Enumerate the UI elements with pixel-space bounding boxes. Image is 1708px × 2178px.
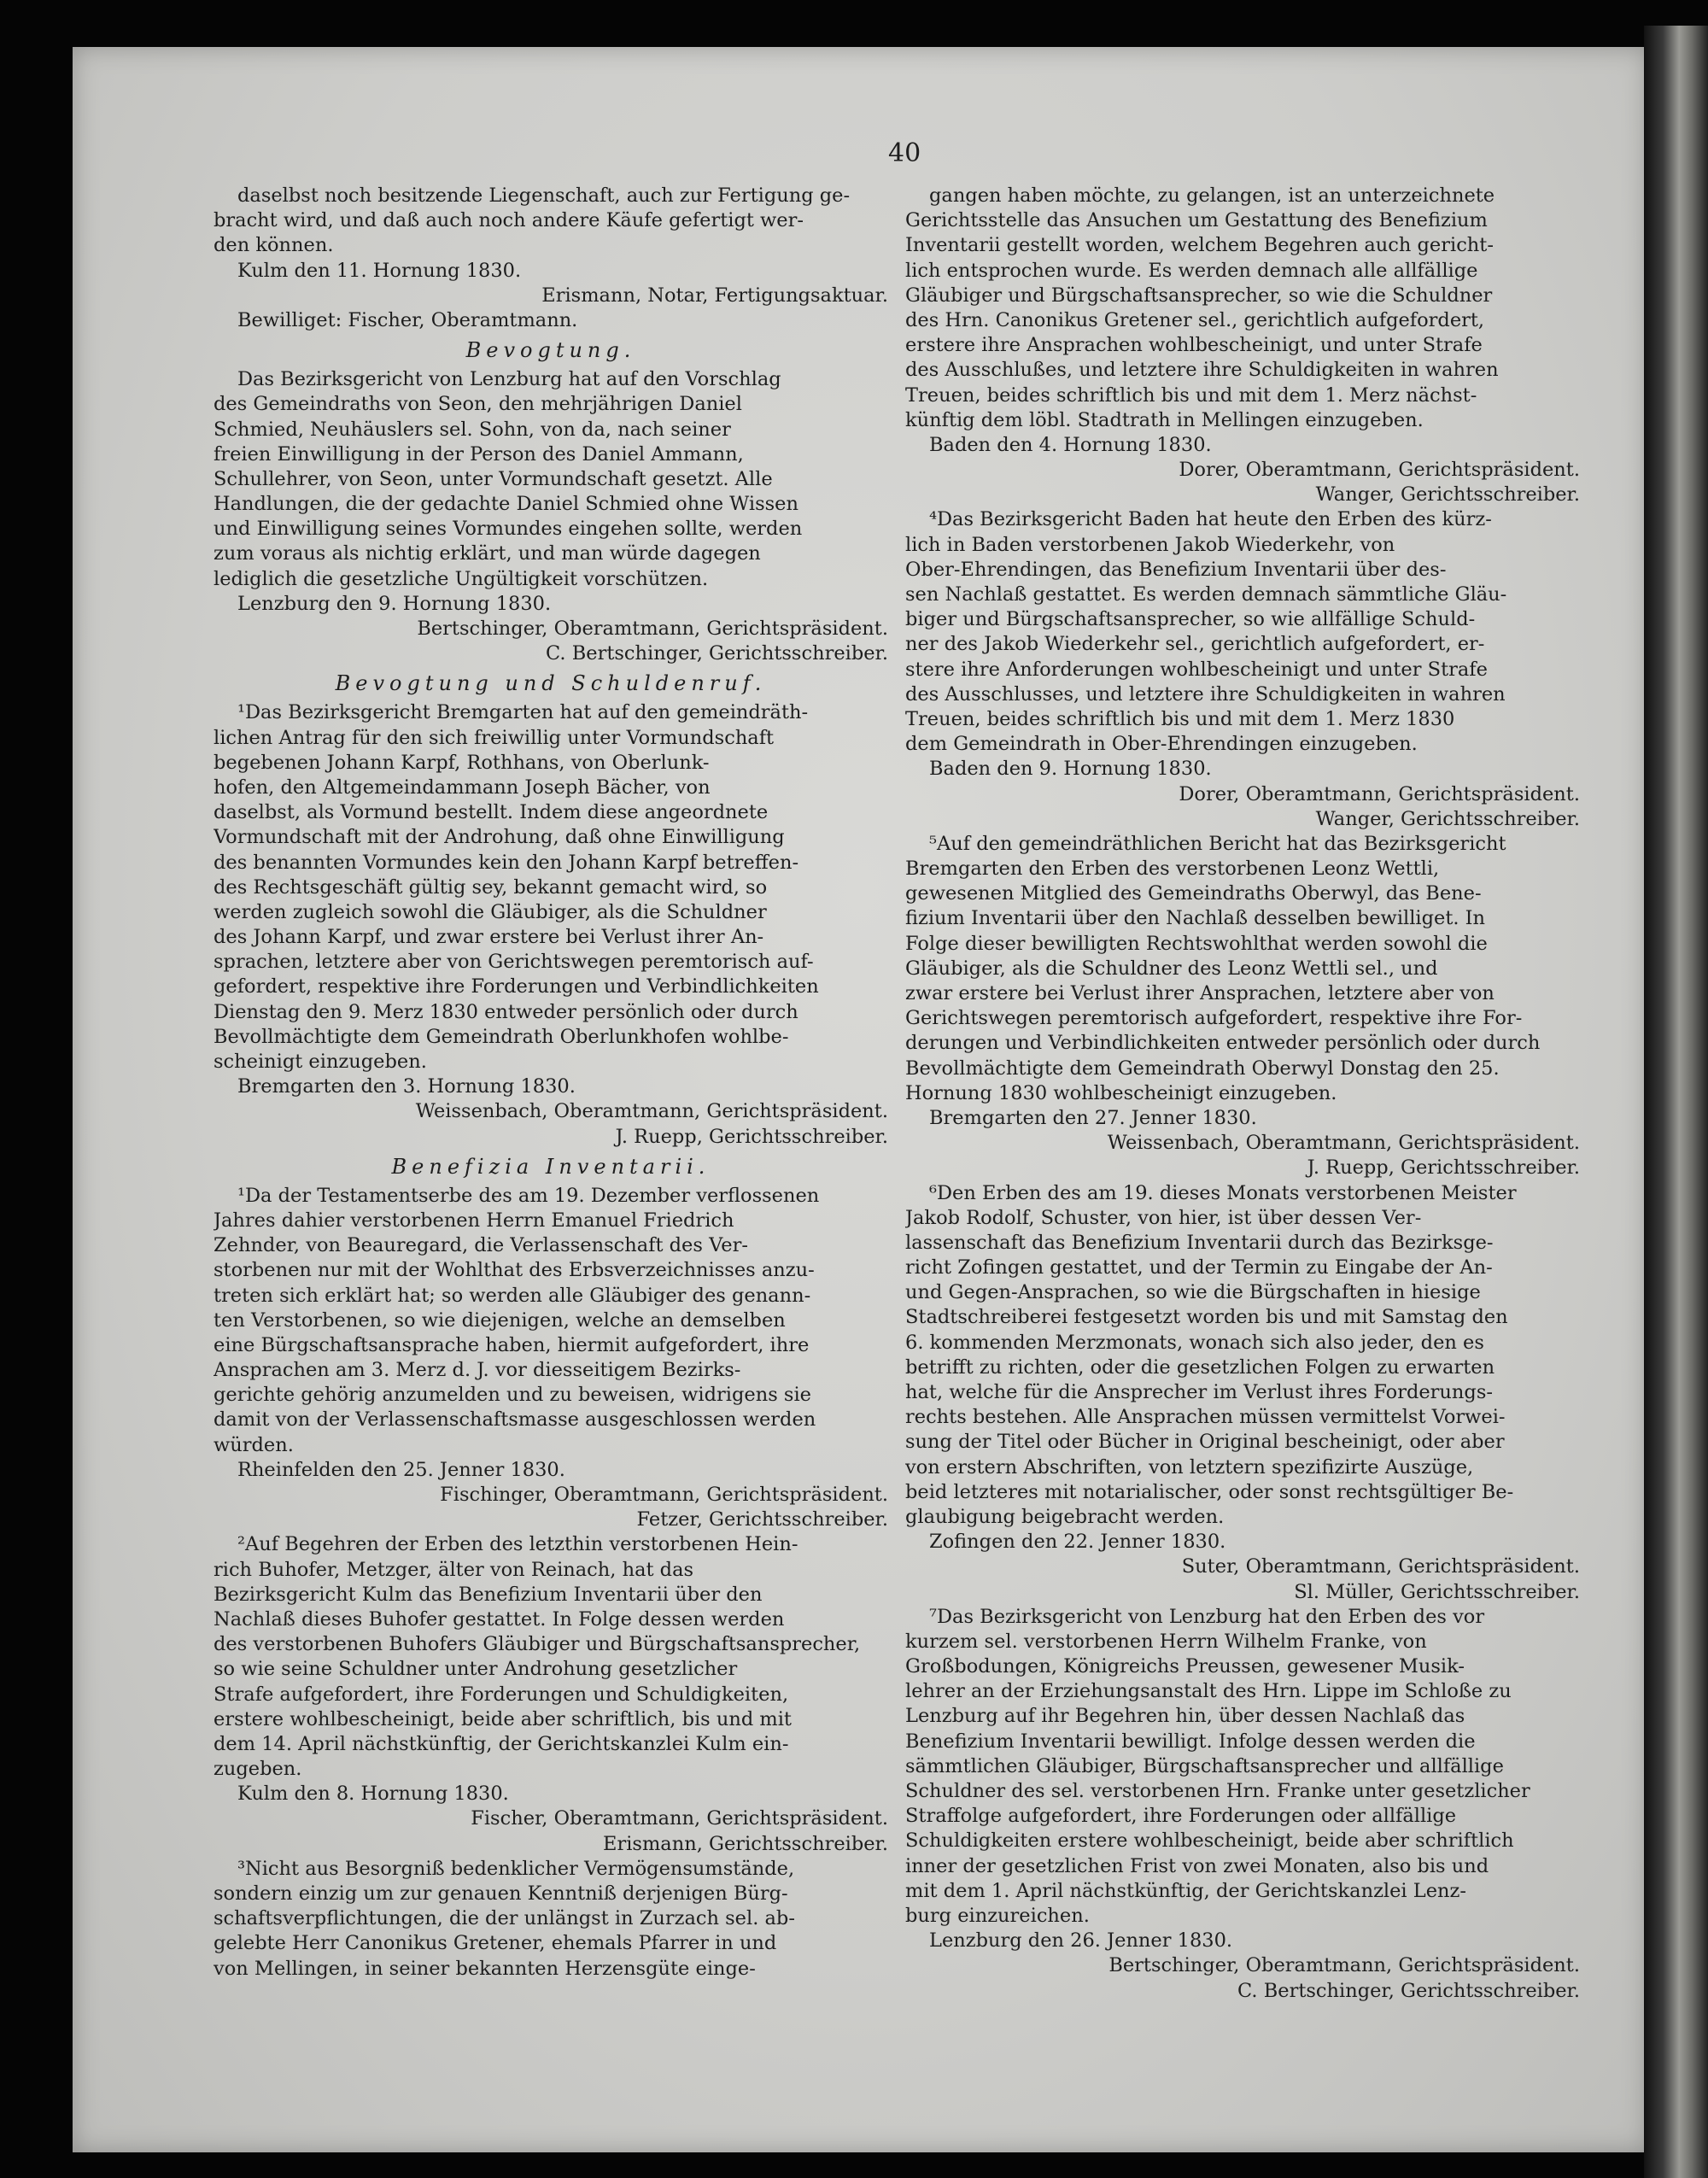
signature-line [905,1953,1580,1978]
dateline-text: Baden den 9. Hornung 1830. [929,758,1212,781]
dateline [214,259,888,284]
signature-text: Bertschinger, Oberamtmann, Gerichtspräsident. [417,618,888,640]
dateline [214,592,888,617]
text-line: ⁶Den Erben des am 19. dieses Monats verstorbenen Meister [929,1181,1517,1204]
text-line: sung der Titel oder Bücher in Original bescheinigt, oder aber [905,1431,1505,1454]
signature-line [905,807,1580,832]
signature-text: C. Bertschinger, Gerichtsschreiber. [1237,1979,1580,2002]
signature-text: J. Ruepp, Gerichtsschreiber. [615,1125,888,1148]
signature-line [905,1131,1580,1156]
dateline-text: Baden den 4. Hornung 1830. [929,433,1212,456]
text-line: Gläubiger und Bürgschaftsansprecher, so wie die Schuldner [905,284,1493,307]
text-line: Folge dieser bewilligten Rechtswohlthat werden sowohl die [905,932,1488,955]
text-line: des verstorbenen Buhofers Gläubiger und Bürgschaftsansprecher, [214,1633,861,1656]
page-number: 40 [888,138,921,168]
text-line: Nachlaß dieses Buhofer gestattet. In Folge dessen werden [214,1607,785,1631]
text-line: Jahres dahier verstorbenen Herrn Emanuel Friedrich [214,1209,734,1232]
text-line: mit dem 1. April nächstkünftig, der Gerichtskanzlei Lenz- [905,1879,1466,1902]
text-line: Großbodungen, Königreichs Preussen, gewesener Musik- [905,1655,1465,1678]
signature-text: Fischer, Oberamtmann, Gerichtspräsident. [471,1807,888,1830]
signature-line [214,1508,888,1532]
text-line: so wie seine Schuldner unter Androhung gesetzlicher [214,1658,738,1681]
dateline-text: Bremgarten den 27. Jenner 1830. [929,1106,1257,1129]
text-line: hofen, den Altgemeindammann Joseph Bächer, von [214,776,711,799]
text-line: sprachen, letztere aber von Gerichtswegen peremtorisch auf- [214,951,814,974]
text-line: Benefizium Inventarii bewilligt. Infolge dessen werden die [905,1730,1476,1753]
text-line: werden zugleich sowohl die Gläubiger, als die Schuldner [214,900,767,923]
text-line: Ober-Ehrendingen, das Benefizium Inventarii über des- [905,558,1447,581]
text-line: burg einzureichen. [905,1904,1090,1927]
notice-paragraph [214,700,888,1074]
text-line: ner des Jakob Wiederkehr sel., gerichtlich aufgefordert, er- [905,633,1485,656]
text-line: scheinigt einzugeben. [214,1051,427,1073]
text-line: gelebte Herr Canonikus Gretener, ehemals Pfarrer in und [214,1932,777,1955]
signature-line [214,1806,888,1831]
signature-text: Wanger, Gerichtsschreiber. [1315,483,1580,506]
text-line: eine Bürgschaftsansprache haben, hiermit aufgefordert, ihre [214,1333,810,1356]
text-line: Strafe aufgefordert, ihre Forderungen und Schuldigkeiten, [214,1683,789,1706]
signature-line [905,1554,1580,1579]
text-line: Bevollmächtigte dem Gemeindrath Oberwyl Donstag den 25. [905,1057,1500,1080]
text-line: des Gemeindraths von Seon, den mehrjährigen Daniel [214,393,742,416]
text-line: ten Verstorbenen, so wie diejenigen, welche an demselben [214,1309,786,1332]
section-heading-block [214,666,888,700]
text-line: und Gegen-Ansprachen, so wie die Bürgschaften in hiesige [905,1281,1481,1304]
text-line: des Rechtsgeschäft gültig sey, bekannt gemacht wird, so [214,875,768,899]
text-line: schaftsverpflichtungen, die der unlängst in Zurzach sel. ab- [214,1907,795,1930]
text-line: erstere ihre Ansprachen wohlbescheinigt, und unter Strafe [905,334,1483,357]
text-line: hat, welche für die Ansprecher im Verlust ihres Forderungs- [905,1381,1493,1403]
text-line: ²Auf Begehren der Erben des letzthin verstorbenen Hein- [237,1533,798,1556]
text-line: gerichte gehörig anzumelden und zu beweisen, widrigens sie [214,1384,811,1407]
text-line: sämmtlichen Gläubiger, Bürgschaftsansprecher und allfällige [905,1754,1504,1777]
dateline-text: Zofingen den 22. Jenner 1830. [929,1531,1226,1554]
signature-line [214,641,888,666]
text-line: Treuen, beides schriftlich bis und mit dem 1. Merz nächst- [905,383,1477,407]
left-column [214,184,888,1982]
text-line: glaubigung beigebracht werden. [905,1505,1225,1528]
text-line: Jakob Rodolf, Schuster, von hier, ist über dessen Ver- [905,1206,1422,1229]
text-line: Straffolge aufgefordert, ihre Forderungen oder allfällige [905,1805,1457,1828]
text-line: lich in Baden verstorbenen Jakob Wiederkehr, von [905,533,1395,556]
text-line: gewesenen Mitglied des Gemeindraths Oberwyl, das Bene- [905,882,1482,905]
signature-text: Fetzer, Gerichtsschreiber. [636,1508,888,1531]
text-line: Hornung 1830 wohlbescheinigt einzugeben. [905,1081,1337,1104]
section-heading-block [214,1150,888,1184]
signature-line [214,1125,888,1150]
right-column [905,184,1580,2004]
section-heading: Benefizia Inventarii. [391,1154,711,1179]
text-line: lassenschaft das Benefizium Inventarii durch das Bezirksge- [905,1231,1494,1254]
signature-line [214,1832,888,1857]
signature-line [905,458,1580,483]
text-line: inner der gesetzlichen Frist von zwei Monaten, also bis und [905,1854,1489,1877]
text-line: Inventarii gestellt worden, welchem Begehren auch gericht- [905,234,1494,257]
text-line: 6. kommenden Merzmonats, wonach sich also jeder, den es [905,1331,1484,1354]
signature-text: Sl. Müller, Gerichtsschreiber. [1294,1580,1580,1603]
signature-text: C. Bertschinger, Gerichtsschreiber. [546,642,888,665]
signature-line [214,1099,888,1124]
dateline [905,433,1580,458]
signature-text: Dorer, Oberamtmann, Gerichtspräsident. [1179,459,1580,482]
dateline [214,1782,888,1806]
text-line: treten sich erklärt hat; so werden alle Gläubiger des genann- [214,1284,811,1307]
text-line: würden. [214,1433,294,1456]
text-line: dem 14. April nächstkünftig, der Gerichtskanzlei Kulm ein- [214,1732,789,1755]
text-line: stere ihre Anforderungen wohlbescheinigt und unter Strafe [905,658,1488,681]
text-line: lich entsprochen wurde. Es werden demnach alle allfällige [905,259,1478,282]
notice-paragraph [905,832,1580,1106]
text-line: storbenen nur mit der Wohlthat des Erbsverzeichnisses anzu- [214,1259,815,1282]
text-line: Dienstag den 9. Merz 1830 entweder persönlich oder durch [214,1000,798,1023]
notice-paragraph [905,507,1580,757]
signature-text: Bertschinger, Oberamtmann, Gerichtspräsident. [1108,1954,1580,1977]
text-line: des Ausschlußes, und letztere ihre Schuldigkeiten in wahren [905,359,1499,382]
text-line: sen Nachlaß gestattet. Es werden demnach sämmtliche Gläu- [905,583,1507,606]
notice-paragraph [214,367,888,592]
text-line: Treuen, beides schriftlich bis und mit dem 1. Merz 1830 [905,707,1455,730]
signature-text: Dorer, Oberamtmann, Gerichtspräsident. [1179,782,1580,805]
text-line: von erstern Abschriften, von letztern spezifizirte Auszüge, [905,1455,1474,1478]
text-line: rich Buhofer, Metzger, älter von Reinach, hat das [214,1558,694,1581]
text-line: ³Nicht aus Besorgniß bedenklicher Vermögensumstände, [237,1857,795,1880]
dateline [905,1929,1580,1953]
text-line: richt Zofingen gestattet, und der Termin zu Eingabe der An- [905,1256,1493,1279]
dateline-text: Kulm den 8. Hornung 1830. [237,1783,509,1806]
notice-paragraph [214,1857,888,1982]
text-line: zugeben. [214,1758,302,1781]
text-line: ¹Das Bezirksgericht Bremgarten hat auf den gemeindräth- [237,701,809,724]
text-line: kurzem sel. verstorbenen Herrn Wilhelm Franke, von [905,1630,1427,1653]
text-line: Lenzburg auf ihr Begehren hin, über dessen Nachlaß das [905,1705,1465,1728]
signature-text: Weissenbach, Oberamtmann, Gerichtspräsident. [415,1100,888,1123]
signature-line [905,483,1580,507]
text-line: rechts bestehen. Alle Ansprachen müssen vermittelst Vorwei- [905,1406,1506,1429]
dateline [905,757,1580,782]
dateline-text: Bremgarten den 3. Hornung 1830. [237,1075,576,1098]
text-line: bracht wird, und daß auch noch andere Käufe gefertigt wer- [214,209,804,232]
text-line: Schmied, Neuhäuslers sel. Sohn, von da, nach seiner [214,418,731,441]
text-line: biger und Bürgschaftsansprecher, so wie allfällige Schuld- [905,608,1476,631]
text-line: und Einwilligung seines Vormundes eingehen sollte, werden [214,518,803,541]
text-line: Handlungen, die der gedachte Daniel Schmied ohne Wissen [214,493,798,516]
notice-paragraph [214,308,888,333]
text-line: damit von der Verlassenschaftsmasse ausgeschlossen werden [214,1408,816,1432]
text-line: Ansprachen am 3. Merz d. J. vor diesseitigem Bezirks- [214,1359,741,1382]
notice-paragraph [905,1605,1580,1929]
text-line: derungen und Verbindlichkeiten entweder persönlich oder durch [905,1032,1541,1055]
dateline-text: Lenzburg den 9. Hornung 1830. [237,592,552,615]
text-line: betrifft zu richten, oder die gesetzlichen Folgen zu erwarten [905,1355,1495,1379]
text-line: daselbst, als Vormund bestellt. Indem diese angeordnete [214,801,769,824]
text-line: Bezirksgericht Kulm das Benefizium Inventarii über den [214,1583,763,1606]
text-line: Gläubiger, als die Schuldner des Leonz Wettli sel., und [905,957,1438,980]
text-line: Schuldner des sel. verstorbenen Hrn. Franke unter gesetzlicher [905,1780,1530,1802]
section-heading: Bevogtung und Schuldenruf. [335,671,767,696]
dateline-text: Lenzburg den 26. Jenner 1830. [929,1929,1233,1953]
text-line: Bevollmächtigte dem Gemeindrath Oberlunkhofen wohlbe- [214,1025,789,1048]
signature-text: Erismann, Notar, Fertigungsaktuar. [541,284,888,307]
text-line: lichen Antrag für den sich freiwillig unter Vormundschaft [214,726,775,749]
dateline [214,1074,888,1099]
text-line: des benannten Vormundes kein den Johann Karpf betreffen- [214,851,799,874]
signature-text: Fischinger, Oberamtmann, Gerichtspräsident. [440,1484,888,1506]
section-heading-block [214,333,888,367]
text-line: gefordert, respektive ihre Forderungen und Verbindlichkeiten [214,975,819,998]
text-line: Schuldigkeiten erstere wohlbescheinigt, beide aber schriftlich [905,1830,1514,1853]
signature-line [905,1580,1580,1605]
text-line: den können. [214,234,334,257]
signature-line [214,284,888,308]
text-line: erstere wohlbescheinigt, beide aber schriftlich, bis und mit [214,1707,792,1730]
text-line: von Mellingen, in seiner bekannten Herzensgüte einge- [214,1957,756,1980]
text-line: sondern einzig um zur genauen Kenntniß derjenigen Bürg- [214,1882,788,1905]
text-line: des Ausschlusses, und letztere ihre Schuldigkeiten in wahren [905,682,1506,706]
dateline [905,1530,1580,1554]
signature-text: Weissenbach, Oberamtmann, Gerichtspräsident. [1107,1132,1580,1155]
dateline [214,1458,888,1483]
text-line: daselbst noch besitzende Liegenschaft, auch zur Fertigung ge- [237,184,851,207]
signature-line [214,1483,888,1508]
notice-paragraph [214,1532,888,1782]
text-line: Gerichtswegen peremtorisch aufgefordert, respektive ihre For- [905,1007,1523,1030]
text-line: fizium Inventarii über den Nachlaß desselben bewilliget. In [905,907,1486,930]
notice-paragraph [214,1184,888,1458]
next-page-edge [1644,26,1708,2178]
text-line: zwar erstere bei Verlust ihrer Ansprachen, letztere aber von [905,982,1494,1004]
text-line: freien Einwilligung in der Person des Daniel Ammann, [214,442,744,465]
text-line: Gerichtsstelle das Ansuchen um Gestattung des Benefizium [905,209,1488,232]
text-line: ⁵Auf den gemeindräthlichen Bericht hat das Bezirksgericht [929,832,1506,855]
text-line: begebenen Johann Karpf, Rothhans, von Oberlunk- [214,751,710,774]
text-line: beid letzteres mit notarialischer, oder sonst rechtsgültiger Be- [905,1480,1514,1503]
signature-text: Suter, Oberamtmann, Gerichtspräsident. [1181,1555,1580,1578]
signature-line [905,1979,1580,2004]
text-line: des Johann Karpf, und zwar erstere bei Verlust ihrer An- [214,926,764,949]
text-line: lediglich die gesetzliche Ungültigkeit vorschützen. [214,567,709,590]
notice-paragraph [905,1181,1580,1531]
text-line: künftig dem löbl. Stadtrath in Mellingen einzugeben. [905,408,1424,431]
signature-line [905,1156,1580,1180]
signature-line [905,782,1580,807]
notice-paragraph [214,184,888,259]
signature-text: Erismann, Gerichtsschreiber. [603,1832,888,1855]
notice-paragraph [905,184,1580,433]
text-line: lehrer an der Erziehungsanstalt des Hrn. Lippe im Schloße zu [905,1680,1512,1703]
text-line: ¹Da der Testamentserbe des am 19. Dezember verflossenen [237,1184,820,1207]
section-heading: Bevogtung. [465,338,636,363]
dateline-text: Kulm den 11. Hornung 1830. [237,259,522,282]
text-line: Bewilliget: Fischer, Oberamtmann. [237,308,578,331]
dateline [905,1106,1580,1131]
text-line: des Hrn. Canonikus Gretener sel., gerichtlich aufgefordert, [905,308,1485,331]
text-line: Zehnder, von Beauregard, die Verlassenschaft des Ver- [214,1234,748,1257]
dateline-text: Rheinfelden den 25. Jenner 1830. [237,1458,565,1481]
signature-text: J. Ruepp, Gerichtsschreiber. [1307,1156,1580,1180]
signature-line [214,617,888,641]
text-line: zum voraus als nichtig erklärt, und man würde dagegen [214,542,761,565]
text-line: dem Gemeindrath in Ober-Ehrendingen einzugeben. [905,733,1418,756]
signature-text: Wanger, Gerichtsschreiber. [1315,807,1580,830]
text-line: ⁴Das Bezirksgericht Baden hat heute den Erben des kürz- [929,508,1492,531]
text-line: ⁷Das Bezirksgericht von Lenzburg hat den Erben des vor [929,1605,1485,1628]
text-line: gangen haben möchte, zu gelangen, ist an unterzeichnete [929,184,1495,207]
text-line: Schullehrer, von Seon, unter Vormundschaft gesetzt. Alle [214,467,773,490]
text-line: Vormundschaft mit der Androhung, daß ohne Einwilligung [214,826,785,849]
text-line: Das Bezirksgericht von Lenzburg hat auf den Vorschlag [237,368,781,391]
text-line: Stadtschreiberei festgesetzt worden bis und mit Samstag den [905,1306,1508,1329]
text-line: Bremgarten den Erben des verstorbenen Leonz Wettli, [905,858,1440,881]
